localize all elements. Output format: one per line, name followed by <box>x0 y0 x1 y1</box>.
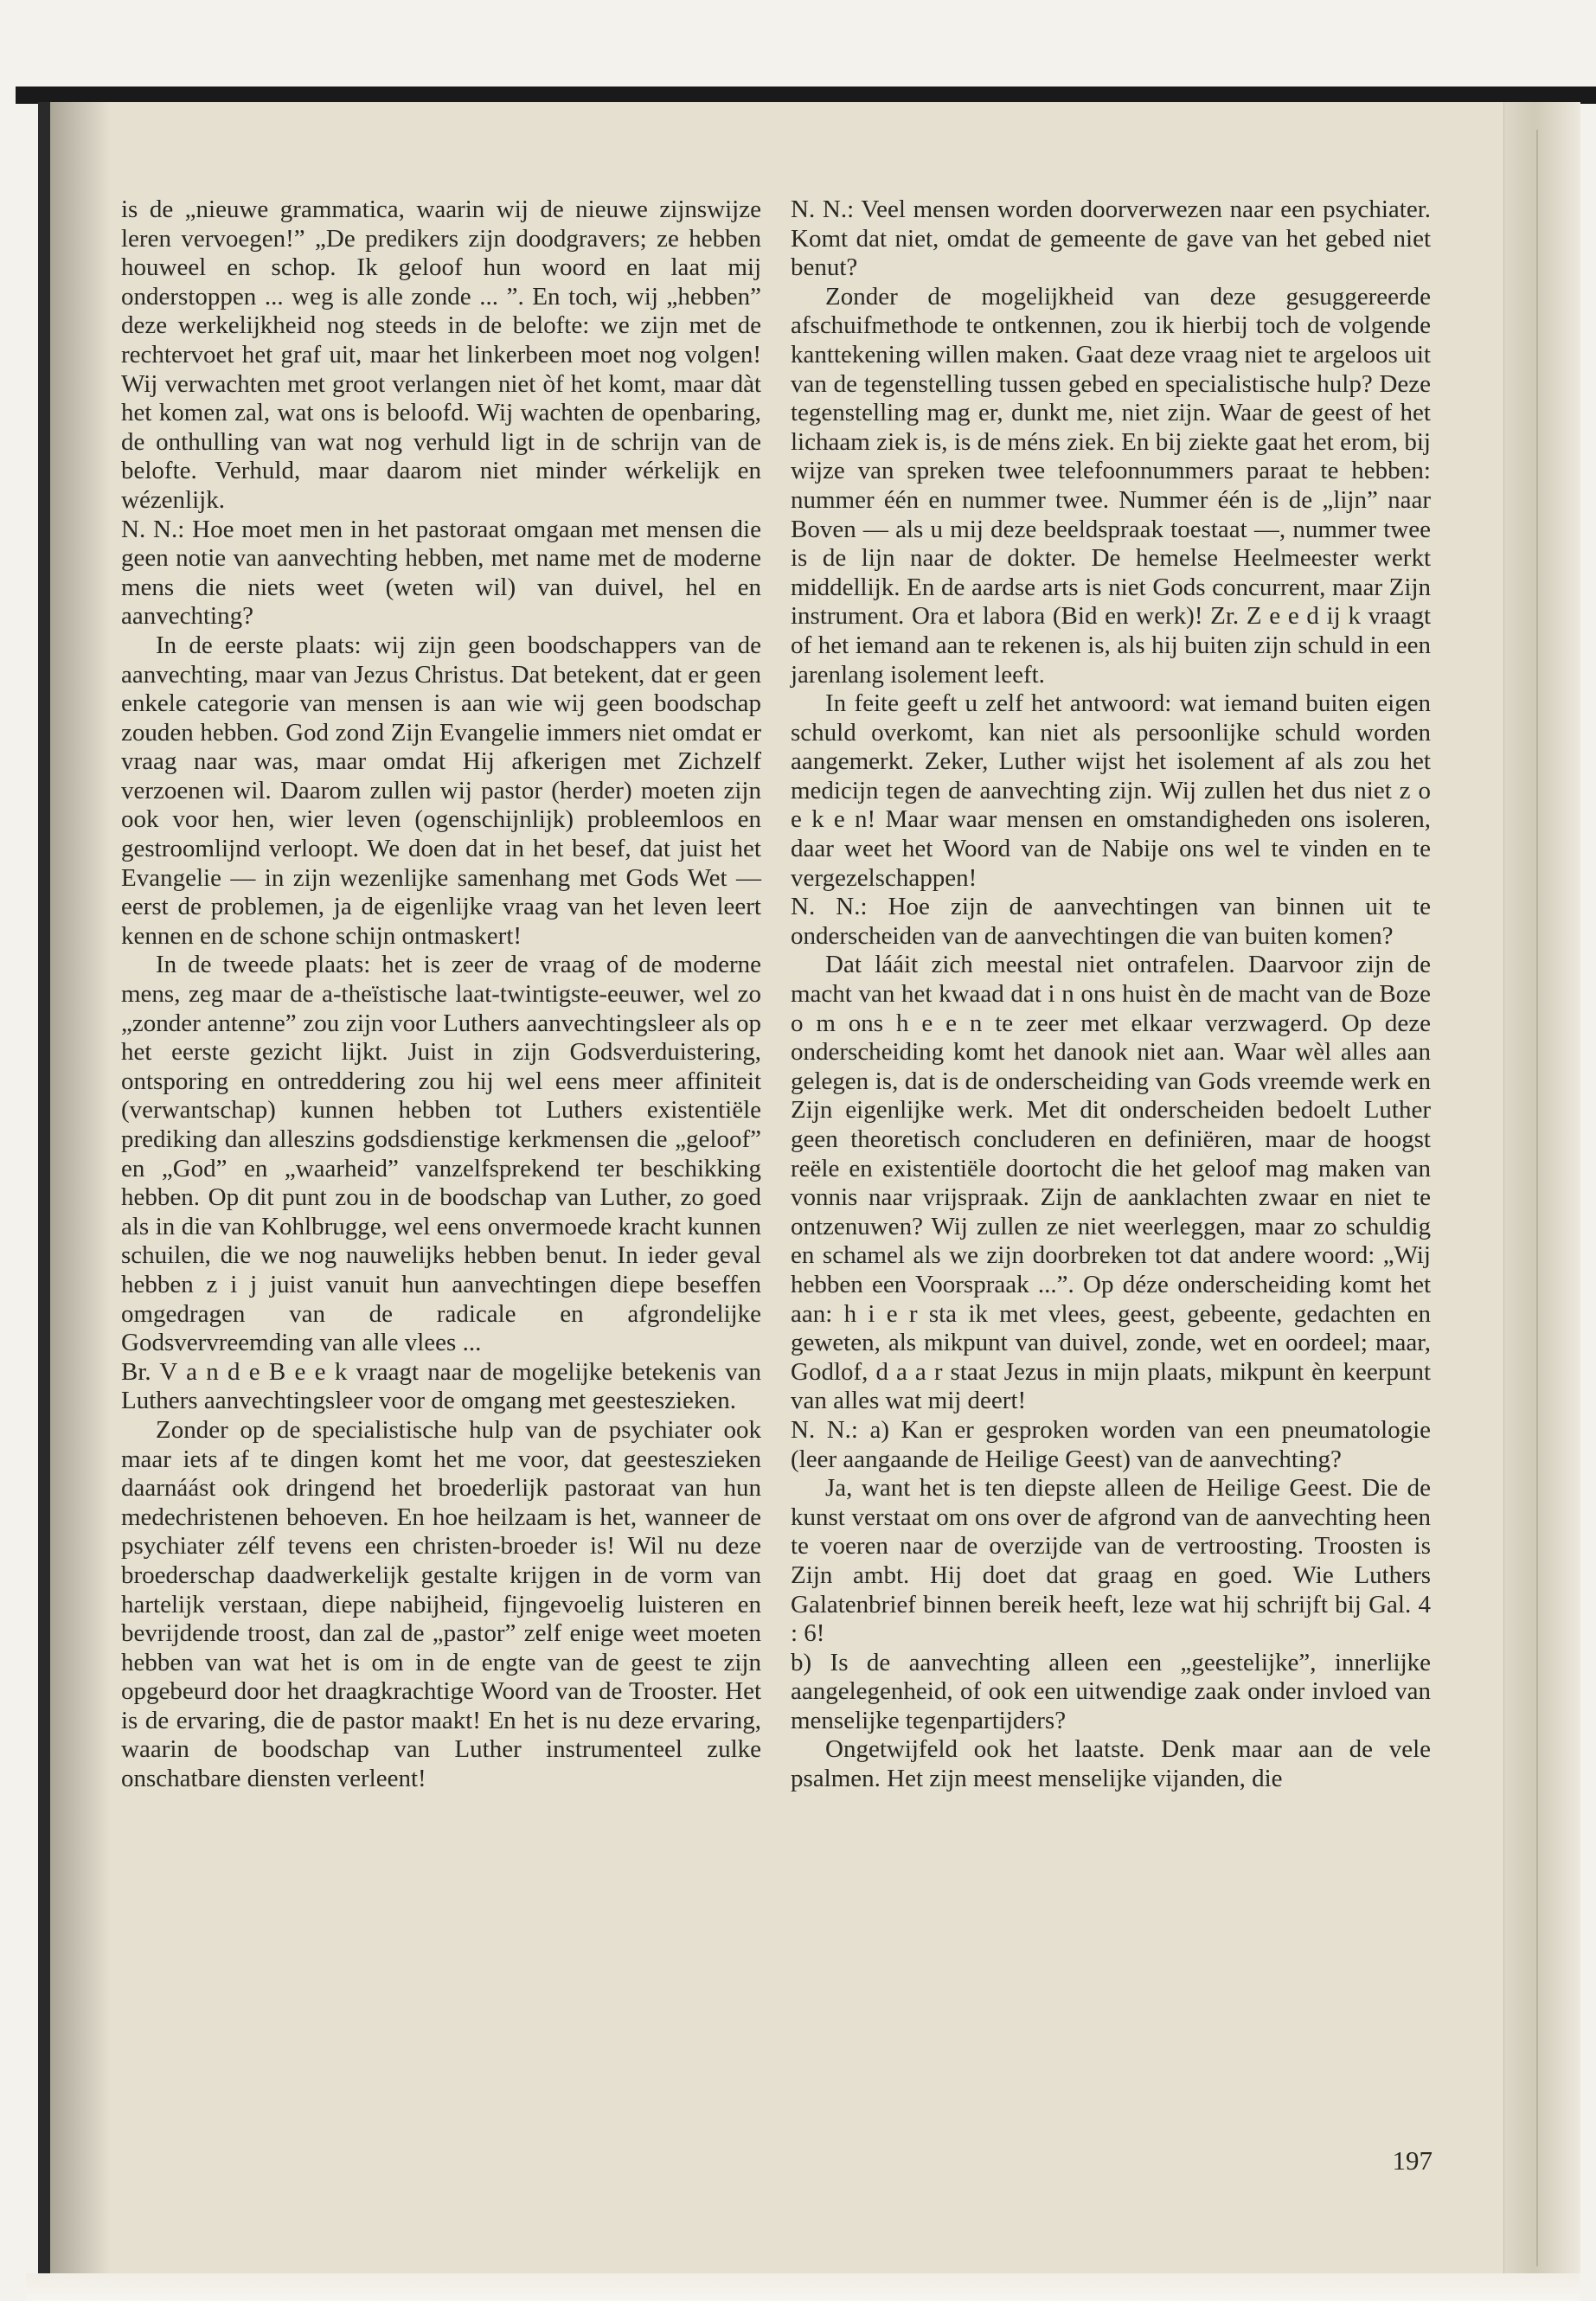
page-top-edge <box>16 87 1596 104</box>
paragraph: N. N.: Hoe zijn de aanvechtingen van binnen uit te onderscheiden van de aanvechtingen die van buiten komen? <box>791 893 1431 950</box>
paragraph: N. N.: a) Kan er gesproken worden van een pneumatologie (leer aangaande de Heilige Geest) van de aanvechting? <box>791 1415 1431 1473</box>
spine-shadow <box>50 102 111 2273</box>
paragraph: N. N.: Veel mensen worden doorverwezen naar een psychiater. Komt dat niet, omdat de gemeente de gave van het gebed niet benut? <box>791 195 1431 282</box>
page-bottom-edge <box>26 2273 1580 2301</box>
paragraph: In feite geeft u zelf het antwoord: wat iemand buiten eigen schuld overkomt, kan niet als persoonlijke schuld worden aangemerkt. Zeker, Luther wijst het isolement af als zou het medicijn tegen de aanvechting zijn. Wij zullen het dus niet z o e k e n! Maar waar mensen en omstandigheden ons isoleren, daar weet het Woord van de Nabije ons wel te vinden en te vergezelschappen! <box>791 689 1431 892</box>
paragraph: Zonder de mogelijkheid van deze gesuggereerde afschuifmethode te ontkennen, zou ik hierbij toch de volgende kanttekening willen maken. Gaat deze vraag niet te argeloos uit van de tegenstelling tussen gebed en specialistische hulp? Deze tegenstelling mag er, dunkt me, niet zijn. Waar de geest of het lichaam ziek is, is de méns ziek. En bij ziekte gaat het erom, bij wijze van spreken twee telefoonnummers paraat te hebben: nummer één en nummer twee. Nummer één is de „lijn” naar Boven — als u mij deze beeldspraak toestaat —, nummer twee is de lijn naar de dokter. De hemelse Heelmeester werkt middellijk. En de aardse arts is niet Gods concurrent, maar Zijn instrument. Ora et labora (Bid en werk)! Zr. Z e e d ij k vraagt of het iemand aan te rekenen is, als hij buiten zijn schuld in een jarenlang isolement leeft. <box>791 282 1431 689</box>
paragraph: Br. V a n d e B e e k vraagt naar de mogelijke betekenis van Luthers aanvechtingsleer voor de omgang met geesteszieken. <box>121 1357 761 1415</box>
page-right-rule <box>1536 130 1538 2266</box>
paragraph: In de eerste plaats: wij zijn geen boodschappers van de aanvechting, maar van Jezus Christus. Dat betekent, dat er geen enkele categorie van mensen is aan wie wij geen boodschap zouden hebben. God zond Zijn Evangelie immers niet omdat er vraag naar was, maar omdat Hij afkerigen met Zichzelf verzoenen wil. Daarom zullen wij pastor (herder) moeten zijn ook voor hen, wier leven (ogenschijnlijk) probleemloos en gestroomlijnd verloopt. We doen dat in het besef, dat juist het Evangelie — in zijn wezenlijke samenhang met Gods Wet — eerst de problemen, ja de eigenlijke vraag van het leven leert kennen en de schone schijn ontmaskert! <box>121 631 761 950</box>
paragraph: is de „nieuwe grammatica, waarin wij de nieuwe zijnswijze leren vervoegen!” „De predikers zijn doodgravers; ze hebben houweel en schop. Ik geloof hun woord en laat mij onderstoppen ... weg is alle zonde ... ”. En toch, wij „hebben” deze werkelijkheid nog steeds in de belofte: we zijn met de rechtervoet het graf uit, maar het linkerbeen moet nog volgen! Wij verwachten met groot verlangen niet òf het komt, maar dàt het komen zal, wat ons is beloofd. Wij wachten de openbaring, de onthulling van wat nog verhuld ligt in de schrijn van de belofte. Verhuld, maar daarom niet minder wérkelijk en wézenlijk. <box>121 195 761 514</box>
paragraph: Ongetwijfeld ook het laatste. Denk maar aan de vele psalmen. Het zijn meest menselijke vijanden, die <box>791 1735 1431 1793</box>
page-right-edge <box>1503 102 1580 2273</box>
paragraph: b) Is de aanvechting alleen een „geestelijke”, innerlijke aangelegenheid, of ook een uitwendige zaak onder invloed van menselijke tegenpartijders? <box>791 1648 1431 1734</box>
paragraph: N. N.: Hoe moet men in het pastoraat omgaan met mensen die geen notie van aanvechting hebben, met name met de moderne mens die niets weet (weten wil) van duivel, hel en aanvechting? <box>121 515 761 631</box>
paragraph: Zonder op de specialistische hulp van de psychiater ook maar iets af te dingen komt het me voor, dat geesteszieken daarnáást ook dringend het broederlijk pastoraat van hun medechristenen behoeven. En hoe heilzaam is het, wanneer de psychiater zélf tevens een christen-broeder is! Wil nu deze broederschap daadwerkelijk gestalte krijgen in de vorm van hartelijk verstaan, diepe nabijheid, fijngevoelig luisteren en bevrijdende troost, dan zal de „pastor” zelf enige weet moeten hebben van wat het is om in de engte van de geest te zijn opgebeurd door het draagkrachtige Woord van de Trooster. Het is de ervaring, die de pastor maakt! En het is nu deze ervaring, waarin de boodschap van Luther instrumenteel zulke onschatbare diensten verleent! <box>121 1415 761 1793</box>
right-column <box>791 195 1431 1794</box>
left-column <box>121 195 761 1794</box>
paragraph: Ja, want het is ten diepste alleen de Heilige Geest. Die de kunst verstaat om ons over de afgrond van de aanvechting heen te voeren naar de overzijde van de vertroosting. Troosten is Zijn ambt. Hij doet dat graag en goed. Wie Luthers Galatenbrief binnen bereik heeft, leze wat hij schrijft bij Gal. 4 : 6! <box>791 1474 1431 1648</box>
paragraph: In de tweede plaats: het is zeer de vraag of de moderne mens, zeg maar de a-theïstische laat-twintigste-eeuwer, wel zo „zonder antenne” zou zijn voor Luthers aanvechtingsleer als op het eerste gezicht lijkt. Juist in zijn Godsverduistering, ontsporing en ontreddering zou hij wel eens meer affiniteit (verwantschap) kunnen hebben tot Luthers existentiële prediking dan alleszins godsdienstige kerkmensen die „geloof” en „God” en „waarheid” vanzelfsprekend ter beschikking hebben. Op dit punt zou in de boodschap van Luther, zo goed als in die van Kohlbrugge, wel eens onvermoede kracht kunnen schuilen, die we nog nauwelijks hebben benut. In ieder geval hebben z i j juist vanuit hun aanvechtingen diepe beseffen omgedragen van de radicale en afgrondelijke Godsvervreemding van alle vlees ... <box>121 951 761 1357</box>
page-number: 197 <box>1392 2145 1433 2176</box>
paragraph: Dat lááit zich meestal niet ontrafelen. Daarvoor zijn de macht van het kwaad dat i n ons huist èn de macht van de Boze o m ons h e e n te zeer met elkaar verzwagerd. Op deze onderscheiding komt het danook niet aan. Waar wèl alles aan gelegen is, dat is de onderscheiding van Gods vreemde werk en Zijn eigenlijke werk. Met dit onderscheiden bedoelt Luther geen theoretisch concluderen en definiëren, maar de hoogst reële en existentiële doortocht die het geloof mag maken van vonnis naar vrijspraak. Zijn de aanklachten zwaar en niet te ontzenuwen? Wij zullen ze niet weerleggen, maar zo schuldig en schamel als we zijn doorbreken tot dat andere woord: „Wij hebben een Voorspraak ...”. Op déze onderscheiding komt het aan: h i e r sta ik met vlees, geest, gebeente, gedachten en geweten, als mikpunt van duivel, zonde, wet en oordeel; maar, Godlof, d a a r staat Jezus in mijn plaats, mikpunt èn keerpunt van alles wat mij deert! <box>791 951 1431 1415</box>
